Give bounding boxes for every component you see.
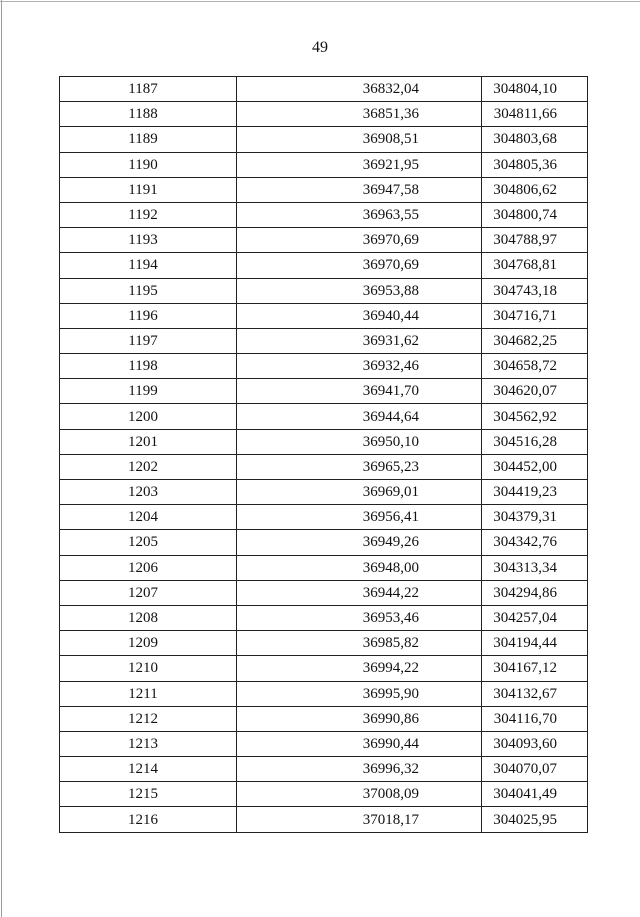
table-row xyxy=(60,202,588,227)
table-row xyxy=(60,580,588,605)
y-coordinate-cell: 304804,10 xyxy=(482,77,588,102)
point-number-cell: 1193 xyxy=(60,228,237,253)
x-coordinate-cell: 36996,32 xyxy=(237,757,482,782)
x-coordinate-cell: 36963,55 xyxy=(237,202,482,227)
y-coordinate-cell: 304800,74 xyxy=(482,202,588,227)
y-coordinate-cell: 304658,72 xyxy=(482,354,588,379)
point-number-cell: 1210 xyxy=(60,656,237,681)
x-coordinate-cell: 36995,90 xyxy=(237,681,482,706)
point-number-cell: 1198 xyxy=(60,354,237,379)
page-number: 49 xyxy=(312,39,328,56)
point-number-cell: 1215 xyxy=(60,782,237,807)
x-coordinate-cell: 36969,01 xyxy=(237,480,482,505)
table-row xyxy=(60,152,588,177)
table-row xyxy=(60,807,588,832)
coordinates-table-body xyxy=(60,77,588,833)
y-coordinate-cell: 304768,81 xyxy=(482,253,588,278)
y-coordinate-cell: 304743,18 xyxy=(482,278,588,303)
x-coordinate-cell: 36908,51 xyxy=(237,127,482,152)
y-coordinate-cell: 304093,60 xyxy=(482,731,588,756)
table-row xyxy=(60,731,588,756)
x-coordinate-cell: 36953,88 xyxy=(237,278,482,303)
table-row xyxy=(60,681,588,706)
y-coordinate-cell: 304041,49 xyxy=(482,782,588,807)
table-row xyxy=(60,228,588,253)
x-coordinate-cell: 36832,04 xyxy=(237,77,482,102)
point-number-cell: 1191 xyxy=(60,177,237,202)
y-coordinate-cell: 304562,92 xyxy=(482,404,588,429)
point-number-cell: 1202 xyxy=(60,454,237,479)
point-number-cell: 1216 xyxy=(60,807,237,832)
point-number-cell: 1194 xyxy=(60,253,237,278)
point-number-cell: 1190 xyxy=(60,152,237,177)
point-number-cell: 1189 xyxy=(60,127,237,152)
table-row xyxy=(60,328,588,353)
coordinates-table xyxy=(59,76,588,833)
x-coordinate-cell: 36921,95 xyxy=(237,152,482,177)
table-row xyxy=(60,303,588,328)
table-row xyxy=(60,354,588,379)
x-coordinate-cell: 36994,22 xyxy=(237,656,482,681)
table-row xyxy=(60,379,588,404)
y-coordinate-cell: 304070,07 xyxy=(482,757,588,782)
page-edge-top xyxy=(0,1,640,2)
table-row xyxy=(60,253,588,278)
y-coordinate-cell: 304620,07 xyxy=(482,379,588,404)
table-row xyxy=(60,757,588,782)
y-coordinate-cell: 304806,62 xyxy=(482,177,588,202)
x-coordinate-cell: 36970,69 xyxy=(237,253,482,278)
table-row xyxy=(60,631,588,656)
x-coordinate-cell: 37008,09 xyxy=(237,782,482,807)
table-row xyxy=(60,177,588,202)
x-coordinate-cell: 36947,58 xyxy=(237,177,482,202)
table-row xyxy=(60,782,588,807)
table-row xyxy=(60,77,588,102)
table-row xyxy=(60,454,588,479)
y-coordinate-cell: 304379,31 xyxy=(482,505,588,530)
table-row xyxy=(60,480,588,505)
table-row xyxy=(60,706,588,731)
x-coordinate-cell: 36985,82 xyxy=(237,631,482,656)
point-number-cell: 1204 xyxy=(60,505,237,530)
y-coordinate-cell: 304516,28 xyxy=(482,429,588,454)
y-coordinate-cell: 304294,86 xyxy=(482,580,588,605)
x-coordinate-cell: 36965,23 xyxy=(237,454,482,479)
y-coordinate-cell: 304803,68 xyxy=(482,127,588,152)
table-row xyxy=(60,278,588,303)
point-number-cell: 1205 xyxy=(60,530,237,555)
x-coordinate-cell: 36953,46 xyxy=(237,605,482,630)
table-row xyxy=(60,555,588,580)
point-number-cell: 1200 xyxy=(60,404,237,429)
x-coordinate-cell: 36948,00 xyxy=(237,555,482,580)
table-row xyxy=(60,127,588,152)
x-coordinate-cell: 36950,10 xyxy=(237,429,482,454)
table-row xyxy=(60,429,588,454)
x-coordinate-cell: 36940,44 xyxy=(237,303,482,328)
y-coordinate-cell: 304167,12 xyxy=(482,656,588,681)
table-row xyxy=(60,530,588,555)
y-coordinate-cell: 304805,36 xyxy=(482,152,588,177)
page-edge-left xyxy=(1,0,2,917)
y-coordinate-cell: 304811,66 xyxy=(482,102,588,127)
y-coordinate-cell: 304025,95 xyxy=(482,807,588,832)
point-number-cell: 1211 xyxy=(60,681,237,706)
point-number-cell: 1208 xyxy=(60,605,237,630)
point-number-cell: 1209 xyxy=(60,631,237,656)
y-coordinate-cell: 304194,44 xyxy=(482,631,588,656)
y-coordinate-cell: 304257,04 xyxy=(482,605,588,630)
point-number-cell: 1199 xyxy=(60,379,237,404)
point-number-cell: 1212 xyxy=(60,706,237,731)
point-number-cell: 1187 xyxy=(60,77,237,102)
point-number-cell: 1196 xyxy=(60,303,237,328)
y-coordinate-cell: 304452,00 xyxy=(482,454,588,479)
point-number-cell: 1207 xyxy=(60,580,237,605)
point-number-cell: 1188 xyxy=(60,102,237,127)
x-coordinate-cell: 36931,62 xyxy=(237,328,482,353)
y-coordinate-cell: 304313,34 xyxy=(482,555,588,580)
x-coordinate-cell: 37018,17 xyxy=(237,807,482,832)
x-coordinate-cell: 36990,86 xyxy=(237,706,482,731)
x-coordinate-cell: 36941,70 xyxy=(237,379,482,404)
table-row xyxy=(60,656,588,681)
x-coordinate-cell: 36949,26 xyxy=(237,530,482,555)
point-number-cell: 1192 xyxy=(60,202,237,227)
x-coordinate-cell: 36956,41 xyxy=(237,505,482,530)
point-number-cell: 1195 xyxy=(60,278,237,303)
point-number-cell: 1213 xyxy=(60,731,237,756)
table-row xyxy=(60,605,588,630)
point-number-cell: 1201 xyxy=(60,429,237,454)
x-coordinate-cell: 36970,69 xyxy=(237,228,482,253)
point-number-cell: 1197 xyxy=(60,328,237,353)
x-coordinate-cell: 36944,22 xyxy=(237,580,482,605)
y-coordinate-cell: 304682,25 xyxy=(482,328,588,353)
y-coordinate-cell: 304419,23 xyxy=(482,480,588,505)
table-row xyxy=(60,102,588,127)
x-coordinate-cell: 36944,64 xyxy=(237,404,482,429)
y-coordinate-cell: 304116,70 xyxy=(482,706,588,731)
point-number-cell: 1203 xyxy=(60,480,237,505)
y-coordinate-cell: 304342,76 xyxy=(482,530,588,555)
x-coordinate-cell: 36932,46 xyxy=(237,354,482,379)
y-coordinate-cell: 304132,67 xyxy=(482,681,588,706)
y-coordinate-cell: 304788,97 xyxy=(482,228,588,253)
table-row xyxy=(60,404,588,429)
x-coordinate-cell: 36851,36 xyxy=(237,102,482,127)
x-coordinate-cell: 36990,44 xyxy=(237,731,482,756)
y-coordinate-cell: 304716,71 xyxy=(482,303,588,328)
point-number-cell: 1206 xyxy=(60,555,237,580)
point-number-cell: 1214 xyxy=(60,757,237,782)
table-row xyxy=(60,505,588,530)
